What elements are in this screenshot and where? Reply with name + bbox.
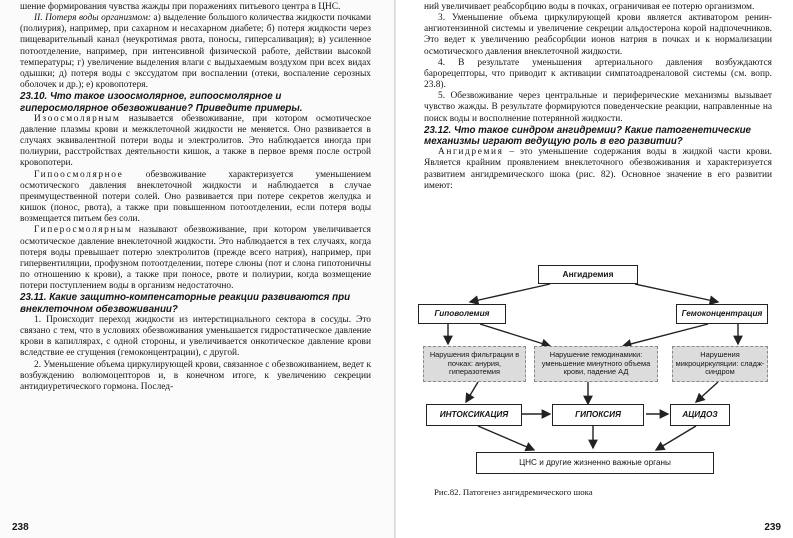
hemoconcentration-box: Гемоконцентрация xyxy=(676,304,768,324)
paragraph: 5. Обезвоживание через центральные и периферические механизмы вызывает чувство жажды. В результате формируются поведенческие реакции, направленные на поиск воды и восполнение потерянной жидкости. xyxy=(424,91,772,124)
intoxication-box: ИНТОКСИКАЦИЯ xyxy=(426,404,522,426)
paragraph: 2. Уменьшение объема циркулирующей крови, связанное с обезвоживанием, ведет к возбуждению волюмоцепторов и, в конечном итоге, к увеличению секреции антидиуретического гормона. Послед- xyxy=(20,359,371,392)
paragraph xyxy=(20,114,371,170)
hypovolemia-box: Гиповолемия xyxy=(418,304,506,324)
anhydremia-box: Ангидремия xyxy=(538,265,638,284)
paragraph xyxy=(424,147,772,192)
paragraph xyxy=(20,13,371,91)
term: Гиперосмолярным xyxy=(34,225,133,236)
hypoxia-box: ГИПОКСИЯ xyxy=(552,404,644,426)
question-heading: 23.11. Какие защитно-компенсаторные реакции развиваются при внеклеточном обезвоживании? xyxy=(20,292,351,315)
hemodynamics-disorder-box: Нарушение гемодинамики: уменьшение минутного объема крови, падение АД xyxy=(534,346,658,382)
acidosis-box: АЦИДОЗ xyxy=(670,404,730,426)
filtration-disorder-box: Нарушения фильтрации в почках: анурия, гиперазотемия xyxy=(423,346,526,382)
cns-organs-box: ЦНС и другие жизненно важные органы xyxy=(476,452,714,474)
paragraph: ний увеличивает реабсорбцию воды в почках, ограничивая ее потерю организмом. xyxy=(424,2,755,12)
pathogenesis-diagram xyxy=(418,262,768,486)
paragraph-body: называется обезвоживание, при котором осмотическое давление плазмы крови и межклеточной жидкости не меняется. Оно развивается в случаях эквивалентной потери воды и электролитов. Это наблюдается иногда при полиурии, расстройствах деятельности кишок, а также в первое время после острой кровопотери. xyxy=(20,113,371,169)
right-text-column xyxy=(424,2,772,192)
paragraph xyxy=(20,170,371,226)
paragraph-lead: II. Потеря воды организмом: xyxy=(34,13,151,24)
term: Изоосмолярным xyxy=(34,113,121,124)
paragraph-body: а) выделение большого количества жидкости почками (полиурия), например, при сахарном и несахарном диабете; б) потеря жидкости через пищеварительный канал (неукротимая рвота, поносы, гиперсаливация); в) усиленное потоотделение, например, при интенсивной физической работе, действии высокой температуры; г) увеличение выделения влаги с выдыхаемым воздухом при всех видах одышки; д) потеря воды с экссудатом при воспалении (отеки, воспаление серозных оболочек и др.); е) кровопотеря. xyxy=(20,13,372,91)
microcirculation-disorder-box: Нарушения микроциркуляции: сладж-синдром xyxy=(672,346,768,382)
paragraph-body: называют обезвоживание, при котором увеличивается осмотическое давление внеклеточной жидкости. Это наблюдается в тех случаях, когда потеря воды превышает потерю электролитов (прежде всего натрия), например, при гипервентиляции, профузном потоотделении, потере слюны (пот и слона гипотоничны по отношению к крови), а также при поносе, рвоте и полиурии, когда возмещение потери поступлением воды в организм недостаточно. xyxy=(20,225,371,292)
question-heading: 23.10. Что такое изоосмолярное, гипоосмолярное и гиперосмолярное обезвоживание? Приведите примеры. xyxy=(20,91,303,114)
paragraph: шение формирования чувства жажды при поражениях питьевого центра в ЦНС. xyxy=(20,2,341,12)
paragraph: 1. Происходит переход жидкости из интерстициального сектора в сосуды. Это связано с тем, что в условиях обезвоживания уменьшается гидростатическое давление крови в капиллярах, с одной стороны, и увеличивается онкотическое давление крови вследствие ее сгущения (гемоконцентрации), с другой. xyxy=(20,314,371,359)
term: Гипоосмолярное xyxy=(34,169,124,180)
left-text-column xyxy=(20,2,371,393)
page-number: 239 xyxy=(764,522,781,533)
right-page xyxy=(396,0,793,538)
left-page xyxy=(0,0,396,538)
paragraph-body: обезвоживание характеризуется уменьшением осмотического давления внеклеточной жидкости и наблюдается в случае преимущественной потери солей. Оно развивается при потере секретов желудка и кишок (понос, рвота), а также при повышенном потоотделении, если потеря воды возмещается питьем без соли. xyxy=(20,169,372,225)
paragraph-body: – это уменьшение содержания воды в жидкой части крови. Является крайним проявлением внеклеточного обезвоживания и характеризуется развитием ангидремического шока (рис. 82). Основное значение в его развитии имеют: xyxy=(424,147,773,191)
figure-caption: Рис.82. Патогенез ангидремического шока xyxy=(434,487,593,497)
paragraph xyxy=(20,225,371,292)
question-heading: 23.12. Что такое синдром ангидремии? Какие патогенетические механизмы играют ведущую роль в его развитии? xyxy=(424,124,752,148)
page-number: 238 xyxy=(12,522,29,533)
term: Ангидремия xyxy=(438,147,504,158)
paragraph: 4. В результате уменьшения артериального давления возбуждаются барорецепторы, что приводит к активации симпатоадреналовой системы (см. вопр. 23.8). xyxy=(424,57,772,91)
paragraph: 3. Уменьшение объема циркулирующей крови является активатором ренин-ангиотензинной системы и увеличение секреции альдостерона корой надпочечников. Это ведет к увеличению реабсорбции ионов натрия в почках и к нормализации осмотического давления внеклеточной жидкости. xyxy=(424,13,772,57)
